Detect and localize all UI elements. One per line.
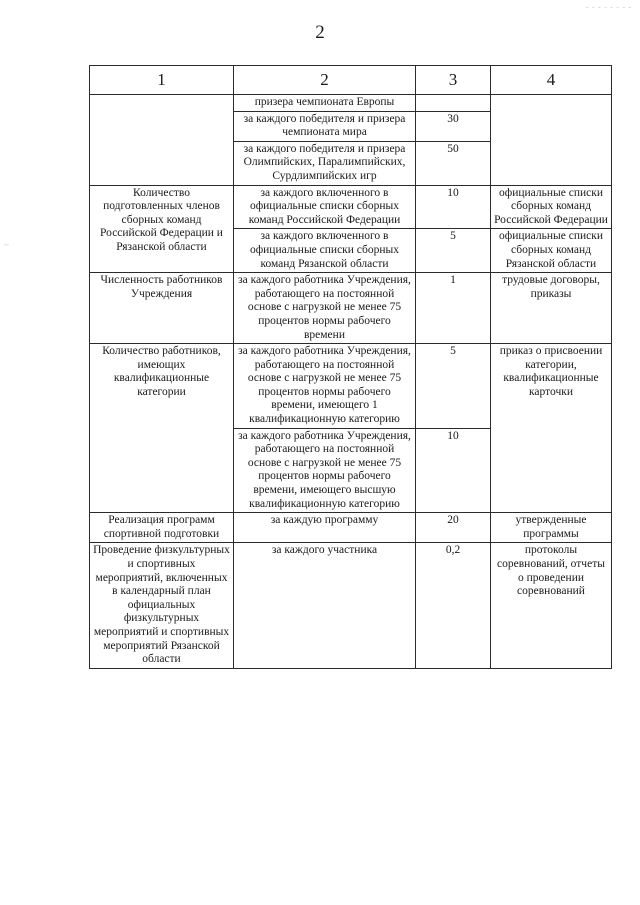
basis-cell: официальные списки сборных команд Российской Федерации bbox=[491, 185, 612, 229]
points-cell: 1 bbox=[416, 273, 491, 344]
condition-cell: за каждую программу bbox=[234, 513, 416, 543]
table-row bbox=[90, 273, 612, 344]
scan-artifact: - - - - - - - - bbox=[586, 3, 632, 11]
condition-cell: за каждого включенного в официальные списки сборных команд Российской Федерации bbox=[234, 185, 416, 229]
condition-cell: за каждого победителя и призера Олимпийских, Паралимпийских, Сурдлимпийских игр bbox=[234, 141, 416, 185]
criterion-cell: Количество работников, имеющих квалификационные категории bbox=[90, 344, 234, 513]
header-col-3: 3 bbox=[416, 66, 491, 95]
scan-artifact-left: ~ bbox=[4, 240, 9, 250]
condition-cell: за каждого работника Учреждения, работающего на постоянной основе с нагрузкой не менее 75 процентов нормы рабочего времени bbox=[234, 273, 416, 344]
points-cell: 10 bbox=[416, 428, 491, 513]
points-cell: 5 bbox=[416, 229, 491, 273]
basis-cell bbox=[491, 95, 612, 186]
header-col-2: 2 bbox=[234, 66, 416, 95]
header-col-4: 4 bbox=[491, 66, 612, 95]
table-row bbox=[90, 95, 612, 112]
criterion-cell: Проведение физкультурных и спортивных мероприятий, включенных в календарный план официальных физкультурных мероприятий и спортивных мероприятий Рязанской области bbox=[90, 543, 234, 668]
points-cell: 10 bbox=[416, 185, 491, 229]
criterion-cell: Численность работников Учреждения bbox=[90, 273, 234, 344]
points-cell: 20 bbox=[416, 513, 491, 543]
criterion-cell: Количество подготовленных членов сборных команд Российской Федерации и Рязанской области bbox=[90, 185, 234, 273]
points-cell: 30 bbox=[416, 111, 491, 141]
points-cell: 50 bbox=[416, 141, 491, 185]
condition-cell: призера чемпионата Европы bbox=[234, 95, 416, 112]
page-number: 2 bbox=[315, 22, 325, 43]
points-cell: 0,2 bbox=[416, 543, 491, 668]
points-cell: 5 bbox=[416, 344, 491, 429]
condition-cell: за каждого участника bbox=[234, 543, 416, 668]
basis-cell: протоколы соревнований, отчеты о проведении соревнований bbox=[491, 543, 612, 668]
criteria-table bbox=[89, 65, 612, 669]
table-row bbox=[90, 513, 612, 543]
basis-cell: утвержденные программы bbox=[491, 513, 612, 543]
condition-cell: за каждого включенного в официальные списки сборных команд Рязанской области bbox=[234, 229, 416, 273]
basis-cell: трудовые договоры, приказы bbox=[491, 273, 612, 344]
basis-cell: приказ о присвоении категории, квалификационные карточки bbox=[491, 344, 612, 513]
condition-cell: за каждого победителя и призера чемпионата мира bbox=[234, 111, 416, 141]
condition-cell: за каждого работника Учреждения, работающего на постоянной основе с нагрузкой не менее 75 процентов нормы рабочего времени, имеющего 1 квалификационную категорию bbox=[234, 344, 416, 429]
table-header-row bbox=[90, 66, 612, 95]
criterion-cell bbox=[90, 95, 234, 186]
table-row bbox=[90, 543, 612, 668]
points-cell bbox=[416, 95, 491, 112]
criterion-cell: Реализация программ спортивной подготовки bbox=[90, 513, 234, 543]
table-row bbox=[90, 185, 612, 229]
basis-cell: официальные списки сборных команд Рязанской области bbox=[491, 229, 612, 273]
condition-cell: за каждого работника Учреждения, работающего на постоянной основе с нагрузкой не менее 75 процентов нормы рабочего времени, имеющего высшую квалификационную категорию bbox=[234, 428, 416, 513]
table-row bbox=[90, 344, 612, 429]
header-col-1: 1 bbox=[90, 66, 234, 95]
